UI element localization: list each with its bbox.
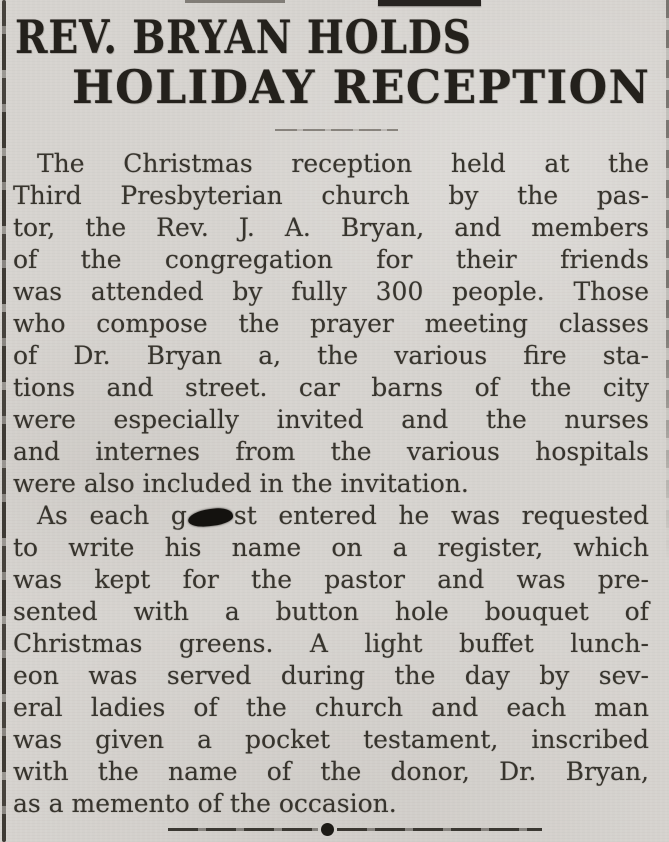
body-line: as a memento of the occasion.	[13, 789, 397, 818]
body-line: tor, the Rev. J. A. Bryan, and members	[13, 213, 649, 242]
body-line: sented with a button hole bouquet of	[13, 597, 649, 626]
end-divider	[168, 823, 542, 836]
end-divider-line-left	[168, 828, 318, 831]
body-line: As each g st entered he was requested	[37, 501, 649, 530]
body-line: Third Presbyterian church by the pas-	[13, 181, 649, 210]
headline-line1: REV. BRYAN HOLDS	[15, 10, 472, 64]
top-rule-thin	[185, 0, 285, 3]
column-rule-left	[2, 0, 6, 842]
body-line: of Dr. Bryan a, the various fire sta-	[13, 341, 649, 370]
body-line: eral ladies of the church and each man	[13, 693, 649, 722]
headline-divider	[275, 129, 398, 131]
body-line: was given a pocket testament, inscribed	[13, 725, 649, 754]
article-body	[13, 148, 649, 820]
ink-blot	[187, 506, 234, 528]
headline	[0, 0, 669, 112]
end-divider-dot	[321, 823, 334, 836]
body-line: were especially invited and the nurses	[13, 405, 649, 434]
body-line: were also included in the invitation.	[13, 469, 469, 498]
body-line: to write his name on a register, which	[13, 533, 649, 562]
body-line: tions and street. car barns of the city	[13, 373, 649, 402]
end-divider-line-right	[337, 828, 542, 831]
body-line: The Christmas reception held at the	[37, 149, 649, 178]
body-line: eon was served during the day by sev-	[13, 661, 649, 690]
body-line: was attended by fully 300 people. Those	[13, 277, 649, 306]
body-line: with the name of the donor, Dr. Bryan,	[13, 757, 649, 786]
headline-line2: HOLIDAY RECEPTION	[72, 60, 651, 114]
body-line: and internes from the various hospitals	[13, 437, 649, 466]
body-line: of the congregation for their friends	[13, 245, 649, 274]
body-line: was kept for the pastor and was pre-	[13, 565, 649, 594]
body-line: Christmas greens. A light buffet lunch-	[13, 629, 649, 658]
top-rule-thick	[378, 0, 481, 6]
body-line: who compose the prayer meeting classes	[13, 309, 649, 338]
